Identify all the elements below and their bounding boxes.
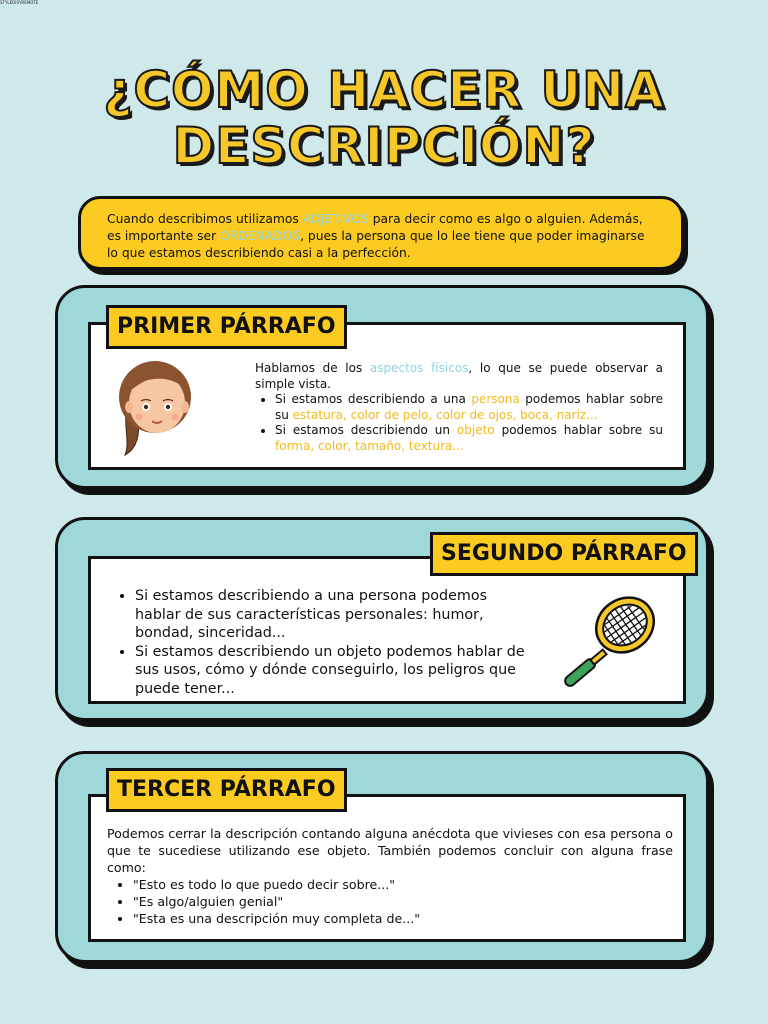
card-tercer-parrafo	[55, 751, 709, 963]
card1-highlight-aspectos: aspectos físicos	[369, 361, 469, 375]
card2-text	[117, 587, 529, 698]
intro-text-part: , pues la persona que lo lee tiene que poder imaginarse lo que estamos describiendo casi a la perfección.	[107, 229, 645, 260]
intro-highlight-ordenados: ORDENADOS	[220, 229, 301, 243]
bullet-highlight: estatura, color de pelo, color de ojos, boca, nariz...	[292, 407, 598, 422]
bullet-text-part: podemos hablar sobre su	[494, 423, 663, 437]
bullet-highlight: objeto	[456, 423, 495, 437]
card1-text-part: Hablamos de los	[255, 361, 370, 375]
list-item	[275, 423, 663, 454]
card3-heading: TERCER PÁRRAFO	[106, 768, 347, 812]
top-watermark: STYLEDISYREMOTE	[0, 0, 39, 5]
card-segundo-parrafo	[55, 517, 709, 721]
intro-text-part: para decir como es algo o alguien. Además, es importante ser	[107, 212, 643, 243]
card-primer-parrafo	[55, 285, 709, 489]
card2-heading: SEGUNDO PÁRRAFO	[430, 532, 698, 576]
card1-bullet-list	[255, 392, 663, 454]
card1-text	[255, 361, 663, 454]
card1-intro-paragraph	[255, 361, 663, 392]
girl-face-icon	[115, 359, 195, 459]
bullet-highlight: persona	[471, 392, 520, 406]
card3-bullet-list	[107, 876, 673, 927]
card1-text-part: , lo que se puede observar a simple vista.	[255, 361, 663, 391]
card3-paragraph: Podemos cerrar la descripción contando alguna anécdota que vivieses con esa persona o que te sucediese utilizando ese objeto. También podemos concluir con alguna frase como:	[107, 826, 673, 875]
list-item: • Si estamos describiendo a una persona podemos hablar de sus características personales: humor, bondad, sinceridad...	[135, 587, 529, 643]
bullet-text-part: Si estamos describiendo un	[275, 423, 457, 437]
bullet-text-part: podemos hablar sobre su	[275, 392, 663, 422]
list-item: • Si estamos describiendo un objeto podemos hablar de sus usos, cómo y dónde conseguirlo, los peligros que puede tener...	[135, 643, 529, 699]
list-item: • "Esta es una descripción muy completa de..."	[133, 910, 673, 927]
list-item: • "Esto es todo lo que puedo decir sobre..."	[133, 876, 673, 893]
title-line-2: DESCRIPCIÓN?	[172, 117, 596, 175]
list-item	[275, 392, 663, 423]
bullet-text-part: Si estamos describiendo a una	[275, 392, 472, 406]
intro-text-part: Cuando describimos utilizamos	[107, 212, 303, 226]
intro-text	[107, 211, 655, 262]
card-inner-panel	[88, 794, 686, 942]
intro-highlight-adjetivos: ADJETIVOS	[302, 212, 369, 226]
card2-bullet-list	[117, 587, 529, 698]
bullet-highlight: forma, color, tamaño, textura...	[275, 438, 464, 453]
title-line-1: ¿CÓMO HACER UNA	[103, 61, 665, 119]
list-item: • "Es algo/alguien genial"	[133, 893, 673, 910]
tennis-racket-icon	[553, 593, 663, 689]
page-title	[0, 62, 768, 174]
card3-text	[107, 825, 673, 927]
card1-heading: PRIMER PÁRRAFO	[106, 305, 347, 349]
card-inner-panel	[88, 556, 686, 704]
intro-box	[78, 196, 684, 270]
